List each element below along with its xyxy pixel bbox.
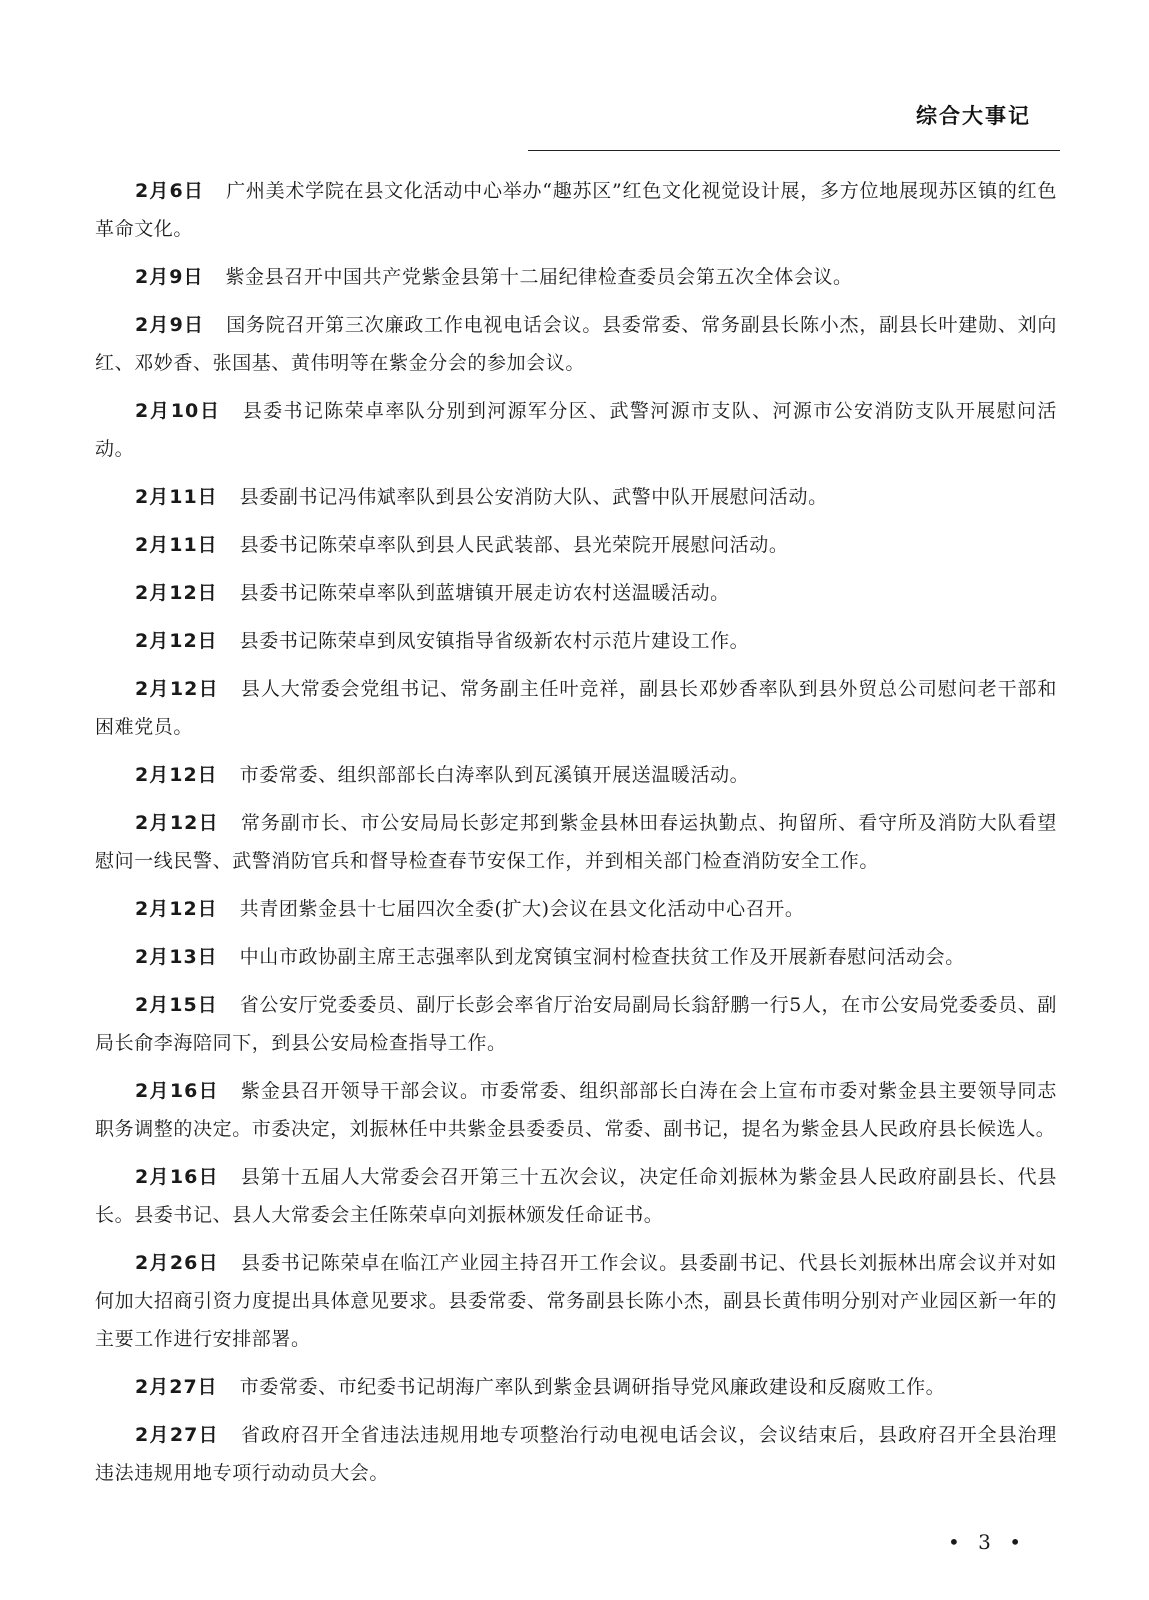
chronicle-entry [95, 890, 1057, 928]
entry-text: 市委常委、市纪委书记胡海广率队到紫金县调研指导党风廉政建设和反腐败工作。 [239, 1376, 946, 1398]
entry-date: 2月9日 [135, 266, 204, 288]
entry-date: 2月11日 [135, 534, 218, 556]
entry-text: 县人大常委会党组书记、常务副主任叶竞祥，副县长邓妙香率队到县外贸总公司慰问老干部和困难党员。 [95, 678, 1057, 738]
entry-date: 2月12日 [135, 764, 218, 786]
entry-text: 县委书记陈荣卓率队分别到河源军分区、武警河源市支队、河源市公安消防支队开展慰问活动。 [95, 400, 1057, 460]
entry-date: 2月12日 [135, 582, 218, 604]
entry-date: 2月16日 [135, 1166, 219, 1188]
chronicle-entry [95, 1244, 1057, 1358]
entry-text: 中山市政协副主席王志强率队到龙窝镇宝洞村检查扶贫工作及开展新春慰问活动会。 [239, 946, 965, 968]
chronicle-entry [95, 1416, 1057, 1492]
entry-date: 2月6日 [135, 180, 205, 202]
chronicle-entry [95, 938, 1057, 976]
entry-date: 2月9日 [135, 314, 205, 336]
chronicle-entry [95, 258, 1057, 296]
chronicle-entry [95, 574, 1057, 612]
entry-date: 2月12日 [135, 812, 219, 834]
entry-date: 2月12日 [135, 630, 218, 652]
entry-text: 县委书记陈荣卓在临江产业园主持召开工作会议。县委副书记、代县长刘振林出席会议并对如何加大招商引资力度提出具体意见要求。县委常委、常务副县长陈小杰，副县长黄伟明分别对产业园区新一年的主要工作进行安排部署。 [95, 1252, 1057, 1350]
entry-text: 县委书记陈荣卓到凤安镇指导省级新农村示范片建设工作。 [239, 630, 750, 652]
entry-date: 2月12日 [135, 898, 218, 920]
entry-text: 市委常委、组织部部长白涛率队到瓦溪镇开展送温暖活动。 [239, 764, 750, 786]
chronicle-entry [95, 804, 1057, 880]
chronicle-entry [95, 986, 1057, 1062]
entry-date: 2月10日 [135, 400, 221, 422]
entry-date: 2月26日 [135, 1252, 219, 1274]
chronicle-entry [95, 172, 1057, 248]
chronicle-entry [95, 1072, 1057, 1148]
entry-text: 广州美术学院在县文化活动中心举办“趣苏区”红色文化视觉设计展，多方位地展现苏区镇的红色革命文化。 [95, 180, 1057, 240]
entry-date: 2月15日 [135, 994, 218, 1016]
entry-text: 县委书记陈荣卓率队到蓝塘镇开展走访农村送温暖活动。 [239, 582, 730, 604]
chronicle-entry [95, 478, 1057, 516]
chronicle-entry [95, 670, 1057, 746]
page-number: • 3 • [947, 1530, 1027, 1554]
entry-date: 2月27日 [135, 1424, 219, 1446]
entry-text: 省政府召开全省违法违规用地专项整治行动电视电话会议，会议结束后，县政府召开全县治理违法违规用地专项行动动员大会。 [95, 1424, 1057, 1484]
entry-date: 2月12日 [135, 678, 219, 700]
entry-date: 2月27日 [135, 1376, 218, 1398]
section-title: 综合大事记 [916, 104, 1031, 128]
chronicle-entry [95, 392, 1057, 468]
entry-date: 2月13日 [135, 946, 218, 968]
entry-date: 2月16日 [135, 1080, 219, 1102]
entry-text: 省公安厅党委委员、副厅长彭会率省厅治安局副局长翁舒鹏一行5人，在市公安局党委委员、副局长俞李海陪同下，到县公安局检查指导工作。 [95, 994, 1057, 1054]
entry-text: 常务副市长、市公安局局长彭定邦到紫金县林田春运执勤点、拘留所、看守所及消防大队看望慰问一线民警、武警消防官兵和督导检查春节安保工作，并到相关部门检查消防安全工作。 [95, 812, 1057, 872]
entry-text: 县委副书记冯伟斌率队到县公安消防大队、武警中队开展慰问活动。 [239, 486, 828, 508]
chronicle-entry [95, 622, 1057, 660]
entry-text: 紫金县召开领导干部会议。市委常委、组织部部长白涛在会上宣布市委对紫金县主要领导同志职务调整的决定。市委决定，刘振林任中共紫金县委委员、常委、副书记，提名为紫金县人民政府县长候选人。 [95, 1080, 1057, 1140]
entry-date: 2月11日 [135, 486, 218, 508]
chronicle-entry [95, 1158, 1057, 1234]
entry-text: 国务院召开第三次廉政工作电视电话会议。县委常委、常务副县长陈小杰，副县长叶建勋、刘向红、邓妙香、张国基、黄伟明等在紫金分会的参加会议。 [95, 314, 1057, 374]
chronicle-entries [95, 172, 1057, 1502]
entry-text: 共青团紫金县十七届四次全委(扩大)会议在县文化活动中心召开。 [239, 898, 805, 920]
chronicle-entry [95, 526, 1057, 564]
chronicle-entry [95, 756, 1057, 794]
entry-text: 县第十五届人大常委会召开第三十五次会议，决定任命刘振林为紫金县人民政府副县长、代县长。县委书记、县人大常委会主任陈荣卓向刘振林颁发任命证书。 [95, 1166, 1057, 1226]
header-rule [528, 150, 1060, 151]
chronicle-entry [95, 1368, 1057, 1406]
entry-text: 紫金县召开中国共产党紫金县第十二届纪律检查委员会第五次全体会议。 [225, 266, 853, 288]
chronicle-entry [95, 306, 1057, 382]
entry-text: 县委书记陈荣卓率队到县人民武装部、县光荣院开展慰问活动。 [239, 534, 789, 556]
